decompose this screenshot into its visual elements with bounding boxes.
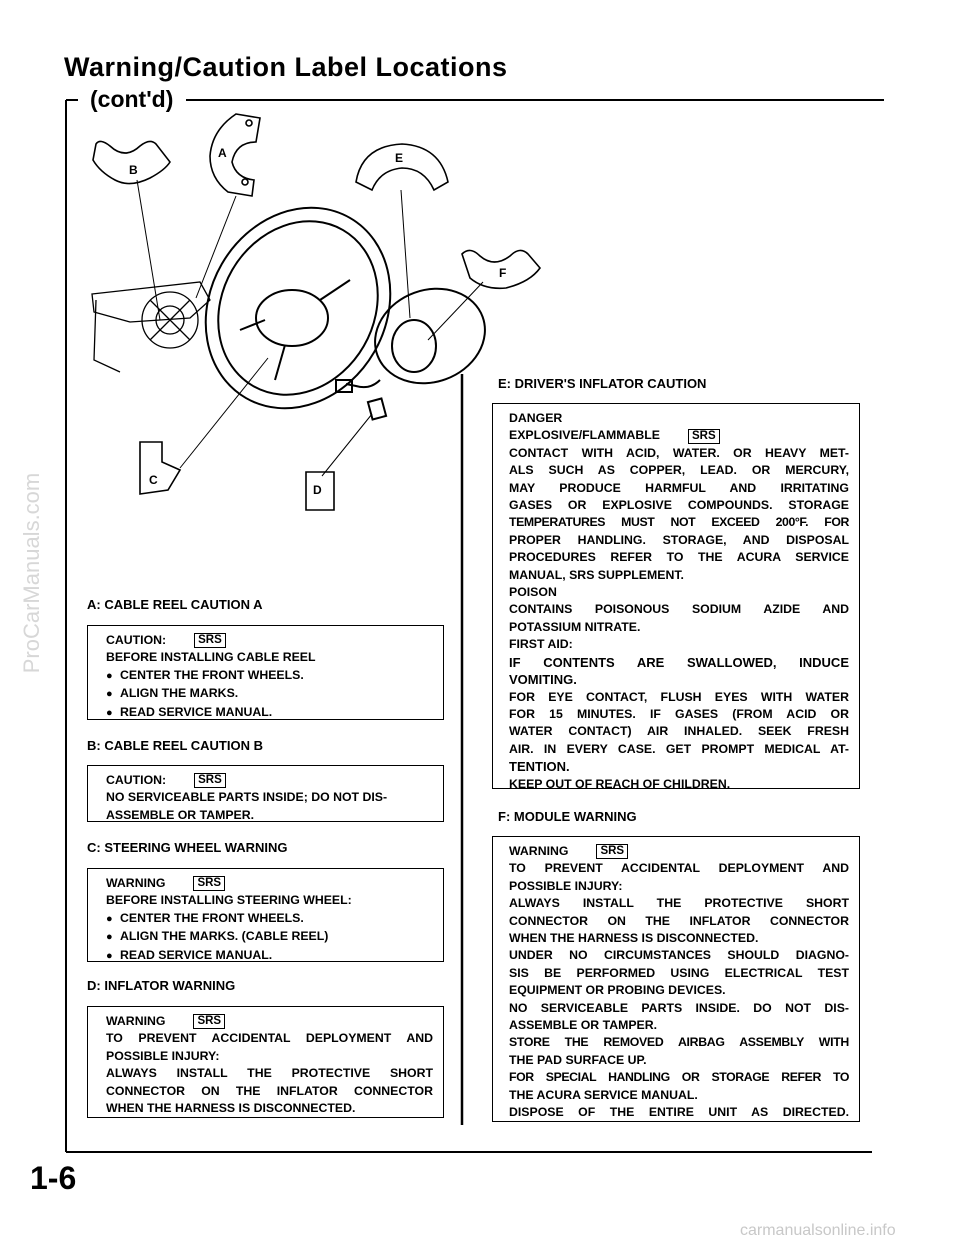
section-d-label: D: INFLATOR WARNING xyxy=(87,978,236,993)
section-f-label: F: MODULE WARNING xyxy=(498,809,637,824)
label-c-bullet: ● READ SERVICE MANUAL. xyxy=(106,947,433,965)
label-f-line: ALWAYS INSTALL THE PROTECTIVE SHORT xyxy=(509,896,849,911)
label-c-line: BEFORE INSTALLING STEERING WHEEL: xyxy=(106,893,352,908)
label-e-line: CONTAINS POISONOUS SODIUM AZIDE AND xyxy=(509,602,849,617)
callout-d-letter: D xyxy=(313,483,322,497)
section-e-label: E: DRIVER'S INFLATOR CAUTION xyxy=(498,376,707,391)
label-b-line: ASSEMBLE OR TAMPER. xyxy=(106,807,255,822)
label-e-heading: DANGER xyxy=(509,411,563,425)
label-e-line: PROPER HANDLING. STORAGE, AND DISPOSAL xyxy=(509,532,849,547)
label-c-bullet: ● ALIGN THE MARKS. (CABLE REEL) xyxy=(106,928,433,946)
label-e-line: KEEP OUT OF REACH OF CHILDREN. xyxy=(509,776,731,791)
label-e-line: POTASSIUM NITRATE. xyxy=(509,619,641,634)
label-f-line: TO PREVENT ACCIDENTAL DEPLOYMENT AND xyxy=(509,861,849,876)
label-d-line: POSSIBLE INJURY: xyxy=(106,1048,220,1063)
label-a-heading: CAUTION: xyxy=(106,633,167,647)
srs-badge: SRS xyxy=(193,1014,225,1029)
srs-badge: SRS xyxy=(688,429,720,444)
label-f-line: STORE THE REMOVED AIRBAG ASSEMBLY WITH xyxy=(509,1035,849,1050)
label-e-box xyxy=(492,403,860,789)
label-b-heading: CAUTION: xyxy=(106,773,167,787)
label-f-line: NO SERVICEABLE PARTS INSIDE. DO NOT DIS- xyxy=(509,1000,849,1015)
steering-wheel-drawing xyxy=(170,174,426,442)
label-f-line: EQUIPMENT OR PROBING DEVICES. xyxy=(509,983,726,998)
label-f-line: UNDER NO CIRCUMSTANCES SHOULD DIAGNO- xyxy=(509,948,849,963)
label-a-line: BEFORE INSTALLING CABLE REEL xyxy=(106,650,316,665)
label-e-line: POISON xyxy=(509,585,557,600)
label-f-line: FOR SPECIAL HANDLING OR STORAGE REFER TO xyxy=(509,1070,849,1085)
label-f-box xyxy=(492,836,860,1122)
label-f-line: WHEN THE HARNESS IS DISCONNECTED. xyxy=(509,931,759,946)
label-d-line: WHEN THE HARNESS IS DISCONNECTED. xyxy=(106,1101,356,1116)
label-f-line: CONNECTOR ON THE INFLATOR CONNECTOR xyxy=(509,913,849,928)
callout-c-shape xyxy=(140,442,180,494)
label-e-line: CONTACT WITH ACID, WATER. OR HEAVY MET- xyxy=(509,445,849,460)
label-a-box xyxy=(87,625,444,720)
srs-badge: SRS xyxy=(194,633,226,648)
label-e-line: WATER CONTACT) AIR INHALED. SEEK FRESH xyxy=(509,724,849,739)
label-f-line: POSSIBLE INJURY: xyxy=(509,878,623,893)
label-e-line: ALS SUCH AS COPPER, LEAD. OR MERCURY, xyxy=(509,463,849,478)
label-e-line: VOMITING. xyxy=(509,672,577,688)
label-f-heading: WARNING xyxy=(509,844,569,858)
srs-badge: SRS xyxy=(193,876,225,891)
label-e-line: TENTION. xyxy=(509,759,570,775)
label-d-heading: WARNING xyxy=(106,1014,166,1028)
label-b-box xyxy=(87,765,444,822)
label-e-line: MANUAL, SRS SUPPLEMENT. xyxy=(509,567,684,582)
label-f-line: SIS BE PERFORMED USING ELECTRICAL TEST xyxy=(509,965,849,980)
steering-column-drawing xyxy=(92,282,210,372)
label-f-line: ASSEMBLE OR TAMPER. xyxy=(509,1018,658,1033)
label-e-line: TEMPERATURES MUST NOT EXCEED 200°F. FOR xyxy=(509,515,849,530)
label-e-line: FOR 15 MINUTES. IF GASES (FROM ACID OR xyxy=(509,706,849,721)
label-a-bullet: ● ALIGN THE MARKS. xyxy=(106,685,433,703)
label-e-subheading: EXPLOSIVE/FLAMMABLE xyxy=(509,428,660,443)
callout-b-letter: B xyxy=(129,163,138,177)
label-e-line: FIRST AID: xyxy=(509,637,573,652)
callout-f-letter: F xyxy=(499,266,507,280)
label-c-heading: WARNING xyxy=(106,876,166,890)
section-b-label: B: CABLE REEL CAUTION B xyxy=(87,738,263,753)
srs-badge: SRS xyxy=(194,773,226,788)
airbag-module-drawing xyxy=(336,274,498,420)
label-e-line: MAY PRODUCE HARMFUL AND IRRITATING xyxy=(509,480,849,495)
label-e-line: FOR EYE CONTACT, FLUSH EYES WITH WATER xyxy=(509,689,849,704)
label-e-line: PROCEDURES REFER TO THE ACURA SERVICE xyxy=(509,550,849,565)
label-b-line: NO SERVICEABLE PARTS INSIDE; DO NOT DIS- xyxy=(106,790,388,805)
label-d-line: ALWAYS INSTALL THE PROTECTIVE SHORT xyxy=(106,1066,433,1081)
label-c-bullet: ● CENTER THE FRONT WHEELS. xyxy=(106,910,433,928)
page-number: 1-6 xyxy=(30,1160,77,1196)
label-c-box xyxy=(87,868,444,962)
label-e-line: GASES OR EXPLOSIVE COMPOUNDS. STORAGE xyxy=(509,498,849,513)
side-watermark: ProCarManuals.com xyxy=(19,472,44,674)
label-d-line: TO PREVENT ACCIDENTAL DEPLOYMENT AND xyxy=(106,1031,433,1046)
label-a-bullet: ● READ SERVICE MANUAL. xyxy=(106,704,433,722)
page-subtitle: (cont'd) xyxy=(90,86,174,112)
label-e-line: IF CONTENTS ARE SWALLOWED, INDUCE xyxy=(509,654,849,670)
callout-a-letter: A xyxy=(218,146,227,160)
label-f-line: THE PAD SURFACE UP. xyxy=(509,1052,647,1067)
label-d-line: CONNECTOR ON THE INFLATOR CONNECTOR xyxy=(106,1083,433,1098)
page-title: Warning/Caution Label Locations xyxy=(64,52,508,82)
label-a-bullet: ● CENTER THE FRONT WHEELS. xyxy=(106,667,433,685)
label-e-line: AIR. IN EVERY CASE. GET PROMPT MEDICAL AT- xyxy=(509,741,849,756)
label-d-box xyxy=(87,1006,444,1118)
label-f-line: THE ACURA SERVICE MANUAL. xyxy=(509,1087,698,1102)
callout-e-letter: E xyxy=(395,151,404,165)
section-a-label: A: CABLE REEL CAUTION A xyxy=(87,597,263,612)
srs-badge: SRS xyxy=(596,844,628,859)
section-c-label: C: STEERING WHEEL WARNING xyxy=(87,840,288,855)
footer-watermark: carmanualsonline.info xyxy=(740,1222,896,1239)
callout-c-letter: C xyxy=(149,473,158,487)
label-f-line: DISPOSE OF THE ENTIRE UNIT AS DIRECTED. xyxy=(509,1105,849,1120)
